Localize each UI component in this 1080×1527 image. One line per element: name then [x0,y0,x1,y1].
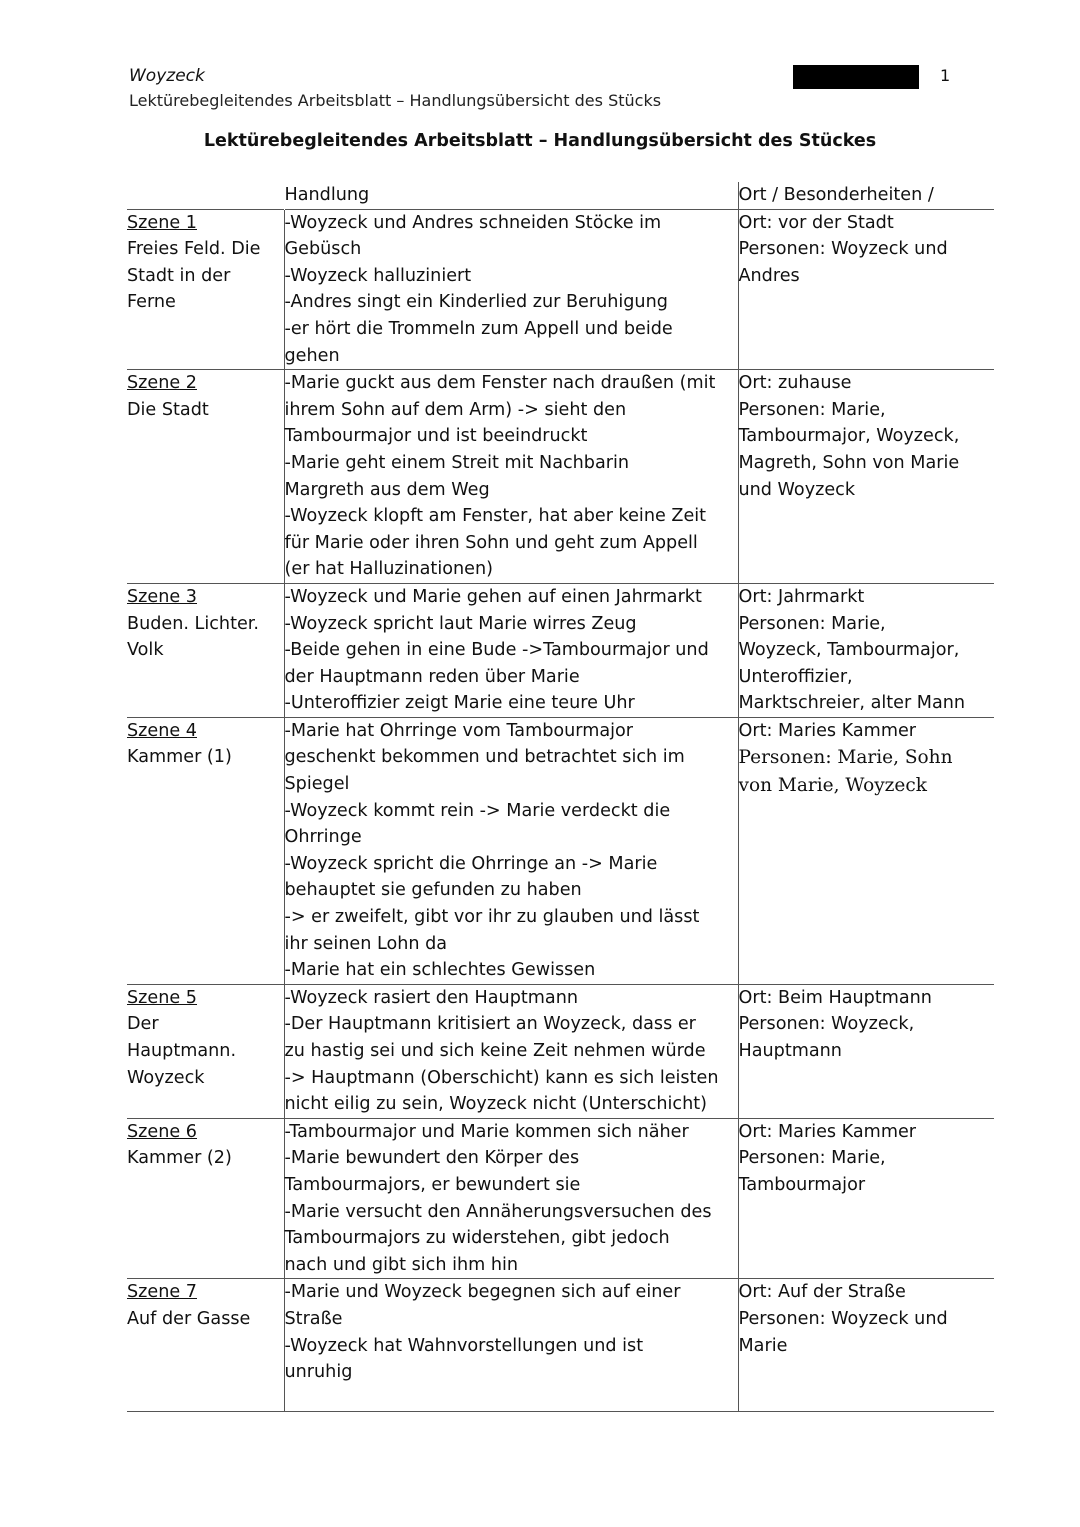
table-row [127,984,994,1118]
action-line: -Tambourmajor und Marie kommen sich näher [284,1121,689,1142]
place-line: Andres [738,265,800,286]
table-row [127,209,994,370]
action-line: -Woyzeck hat Wahnvorstellungen und ist [284,1335,644,1356]
scene-title-line: Auf der Gasse [127,1309,251,1329]
place-line: Personen: Marie, [738,399,886,420]
place-cell [738,1279,994,1412]
header-title: Woyzeck [129,66,205,86]
scene-label: Szene 7 [127,1282,197,1303]
scene-cell [127,984,284,1118]
place-line: von Marie, Woyzeck [738,775,927,797]
place-line: Personen: Marie, [738,613,886,634]
action-line: -Marie versucht den Annäherungsversuchen des [284,1201,712,1222]
action-line: -Woyzeck und Andres schneiden Stöcke im [284,212,662,233]
table-header-row [127,182,994,209]
action-line: -Woyzeck spricht die Ohrringe an -> Marie [284,853,658,874]
scene-title-line: Buden. Lichter. [127,613,259,634]
place-cell [738,717,994,984]
action-line: nach und gibt sich ihm hin [284,1254,519,1275]
place-line: Magreth, Sohn von Marie [738,452,960,473]
action-cell [284,583,738,717]
action-cell [284,1279,738,1412]
column-header-place: Ort / Besonderheiten / [738,185,934,205]
place-line: Marktschreier, alter Mann [738,693,966,714]
place-line: Ort: vor der Stadt [738,212,894,233]
place-line: Ort: zuhause [738,373,852,394]
table-row [127,1279,994,1412]
scene-label: Szene 4 [127,720,197,741]
column-header-scene [127,182,284,209]
action-line: -Unteroffizier zeigt Marie eine teure Uhr [284,693,635,714]
action-line: -Der Hauptmann kritisiert an Woyzeck, dass er [284,1014,696,1035]
table-row [127,717,994,984]
place-line: Marie [738,1335,788,1356]
scene-cell [127,1279,284,1412]
scene-title-line: Die Stadt [127,399,209,420]
scene-title-line: Woyzeck [127,1067,205,1088]
action-line: Tambourmajors zu widerstehen, gibt jedoch [284,1228,670,1249]
place-line: Ort: Maries Kammer [738,1121,917,1142]
action-line: Tambourmajor und ist beeindruckt [284,426,588,447]
scene-label: Szene 5 [127,987,197,1008]
table-row [127,583,994,717]
place-line: Ort: Beim Hauptmann [738,987,932,1008]
place-cell [738,209,994,370]
plot-overview-table [127,182,994,1412]
action-line: geschenkt bekommen und betrachtet sich im [284,747,685,768]
scene-title-line: Hauptmann. [127,1041,237,1062]
action-line: -Woyzeck kommt rein -> Marie verdeckt die [284,800,671,821]
action-line: der Hauptmann reden über Marie [284,666,580,687]
action-line: für Marie oder ihren Sohn und geht zum Appell [284,532,698,553]
scene-label: Szene 1 [127,212,197,233]
action-line: -Woyzeck und Marie gehen auf einen Jahrmarkt [284,586,702,607]
action-line: -Woyzeck spricht laut Marie wirres Zeug [284,613,637,634]
place-line: Personen: Woyzeck und [738,239,948,260]
place-line: Tambourmajor, Woyzeck, [738,426,960,447]
action-cell [284,1118,738,1279]
column-header-action: Handlung [284,182,738,209]
scene-cell [127,1118,284,1279]
action-line: Ohrringe [284,827,362,848]
scene-label: Szene 6 [127,1121,197,1142]
scene-cell [127,209,284,370]
action-line: behauptet sie gefunden zu haben [284,880,582,901]
action-line: -Woyzeck halluziniert [284,265,472,286]
action-line: gehen [284,345,340,366]
action-line: -Marie hat ein schlechtes Gewissen [284,960,596,981]
action-line: -Marie und Woyzeck begegnen sich auf einer [284,1282,681,1303]
action-line: -Woyzeck klopft am Fenster, hat aber keine Zeit [284,506,707,527]
place-cell [738,1118,994,1279]
action-line: -Woyzeck rasiert den Hauptmann [284,987,578,1008]
action-line: Margreth aus dem Weg [284,479,490,500]
place-line: Ort: Auf der Straße [738,1282,906,1303]
place-line: Unteroffizier, [738,666,853,687]
place-line: Personen: Marie, [738,1148,886,1169]
action-cell [284,984,738,1118]
scene-title-line: Kammer (1) [127,747,232,768]
action-line: -Marie hat Ohrringe vom Tambourmajor [284,720,634,741]
action-line: -Marie geht einem Streit mit Nachbarin [284,452,630,473]
place-line: Tambourmajor [738,1175,866,1196]
page-number: 1 [940,66,951,85]
scene-title-line: Freies Feld. Die [127,239,261,260]
scene-title-line: Stadt in der [127,265,231,286]
action-line: -> Hauptmann (Oberschicht) kann es sich leisten [284,1067,719,1088]
place-line: Ort: Maries Kammer [738,720,917,741]
place-line: Ort: Jahrmarkt [738,586,865,607]
action-line: -> er zweifelt, gibt vor ihr zu glauben und lässt [284,907,700,928]
action-line: zu hastig sei und sich keine Zeit nehmen würde [284,1041,706,1062]
table-row [127,370,994,584]
table-row [127,1118,994,1279]
scene-cell [127,370,284,584]
action-cell [284,370,738,584]
action-line: (er hat Halluzinationen) [284,559,493,580]
action-line: -Marie guckt aus dem Fenster nach draußen (mit [284,373,716,394]
scene-title-line: Ferne [127,292,176,313]
scene-title-line: Kammer (2) [127,1148,232,1169]
action-line: -er hört die Trommeln zum Appell und beide [284,318,673,339]
action-line: Straße [284,1309,343,1329]
place-line: und Woyzeck [738,479,856,500]
document-title: Lektürebegleitendes Arbeitsblatt – Handlungsübersicht des Stückes [203,131,877,151]
action-line: unruhig [284,1362,353,1383]
scene-title-line: Der [127,1014,159,1035]
redaction-box [793,65,919,89]
place-line: Hauptmann [738,1041,842,1062]
place-line: Woyzeck, Tambourmajor, [738,640,960,661]
action-line: ihr seinen Lohn da [284,933,448,954]
scene-cell [127,583,284,717]
action-cell [284,209,738,370]
scene-cell [127,717,284,984]
action-line: Gebüsch [284,239,362,260]
scene-title-line: Volk [127,640,164,661]
action-line: Tambourmajors, er bewundert sie [284,1175,581,1196]
action-line: Spiegel [284,774,350,795]
action-line: -Marie bewundert den Körper des [284,1148,580,1169]
scene-label: Szene 2 [127,373,197,394]
scene-label: Szene 3 [127,586,197,607]
action-line: -Andres singt ein Kinderlied zur Beruhigung [284,292,668,313]
place-line: Personen: Woyzeck und [738,1309,948,1329]
action-cell [284,717,738,984]
header-subtitle: Lektürebegleitendes Arbeitsblatt – Handlungsübersicht des Stücks [129,91,662,110]
place-cell [738,583,994,717]
action-line: nicht eilig zu sein, Woyzeck nicht (Unterschicht) [284,1094,708,1115]
place-cell [738,984,994,1118]
place-line: Personen: Marie, Sohn [738,747,953,769]
place-line: Personen: Woyzeck, [738,1014,915,1035]
place-cell [738,370,994,584]
action-line: ihrem Sohn auf dem Arm) -> sieht den [284,399,627,420]
action-line: -Beide gehen in eine Bude ->Tambourmajor und [284,640,709,661]
